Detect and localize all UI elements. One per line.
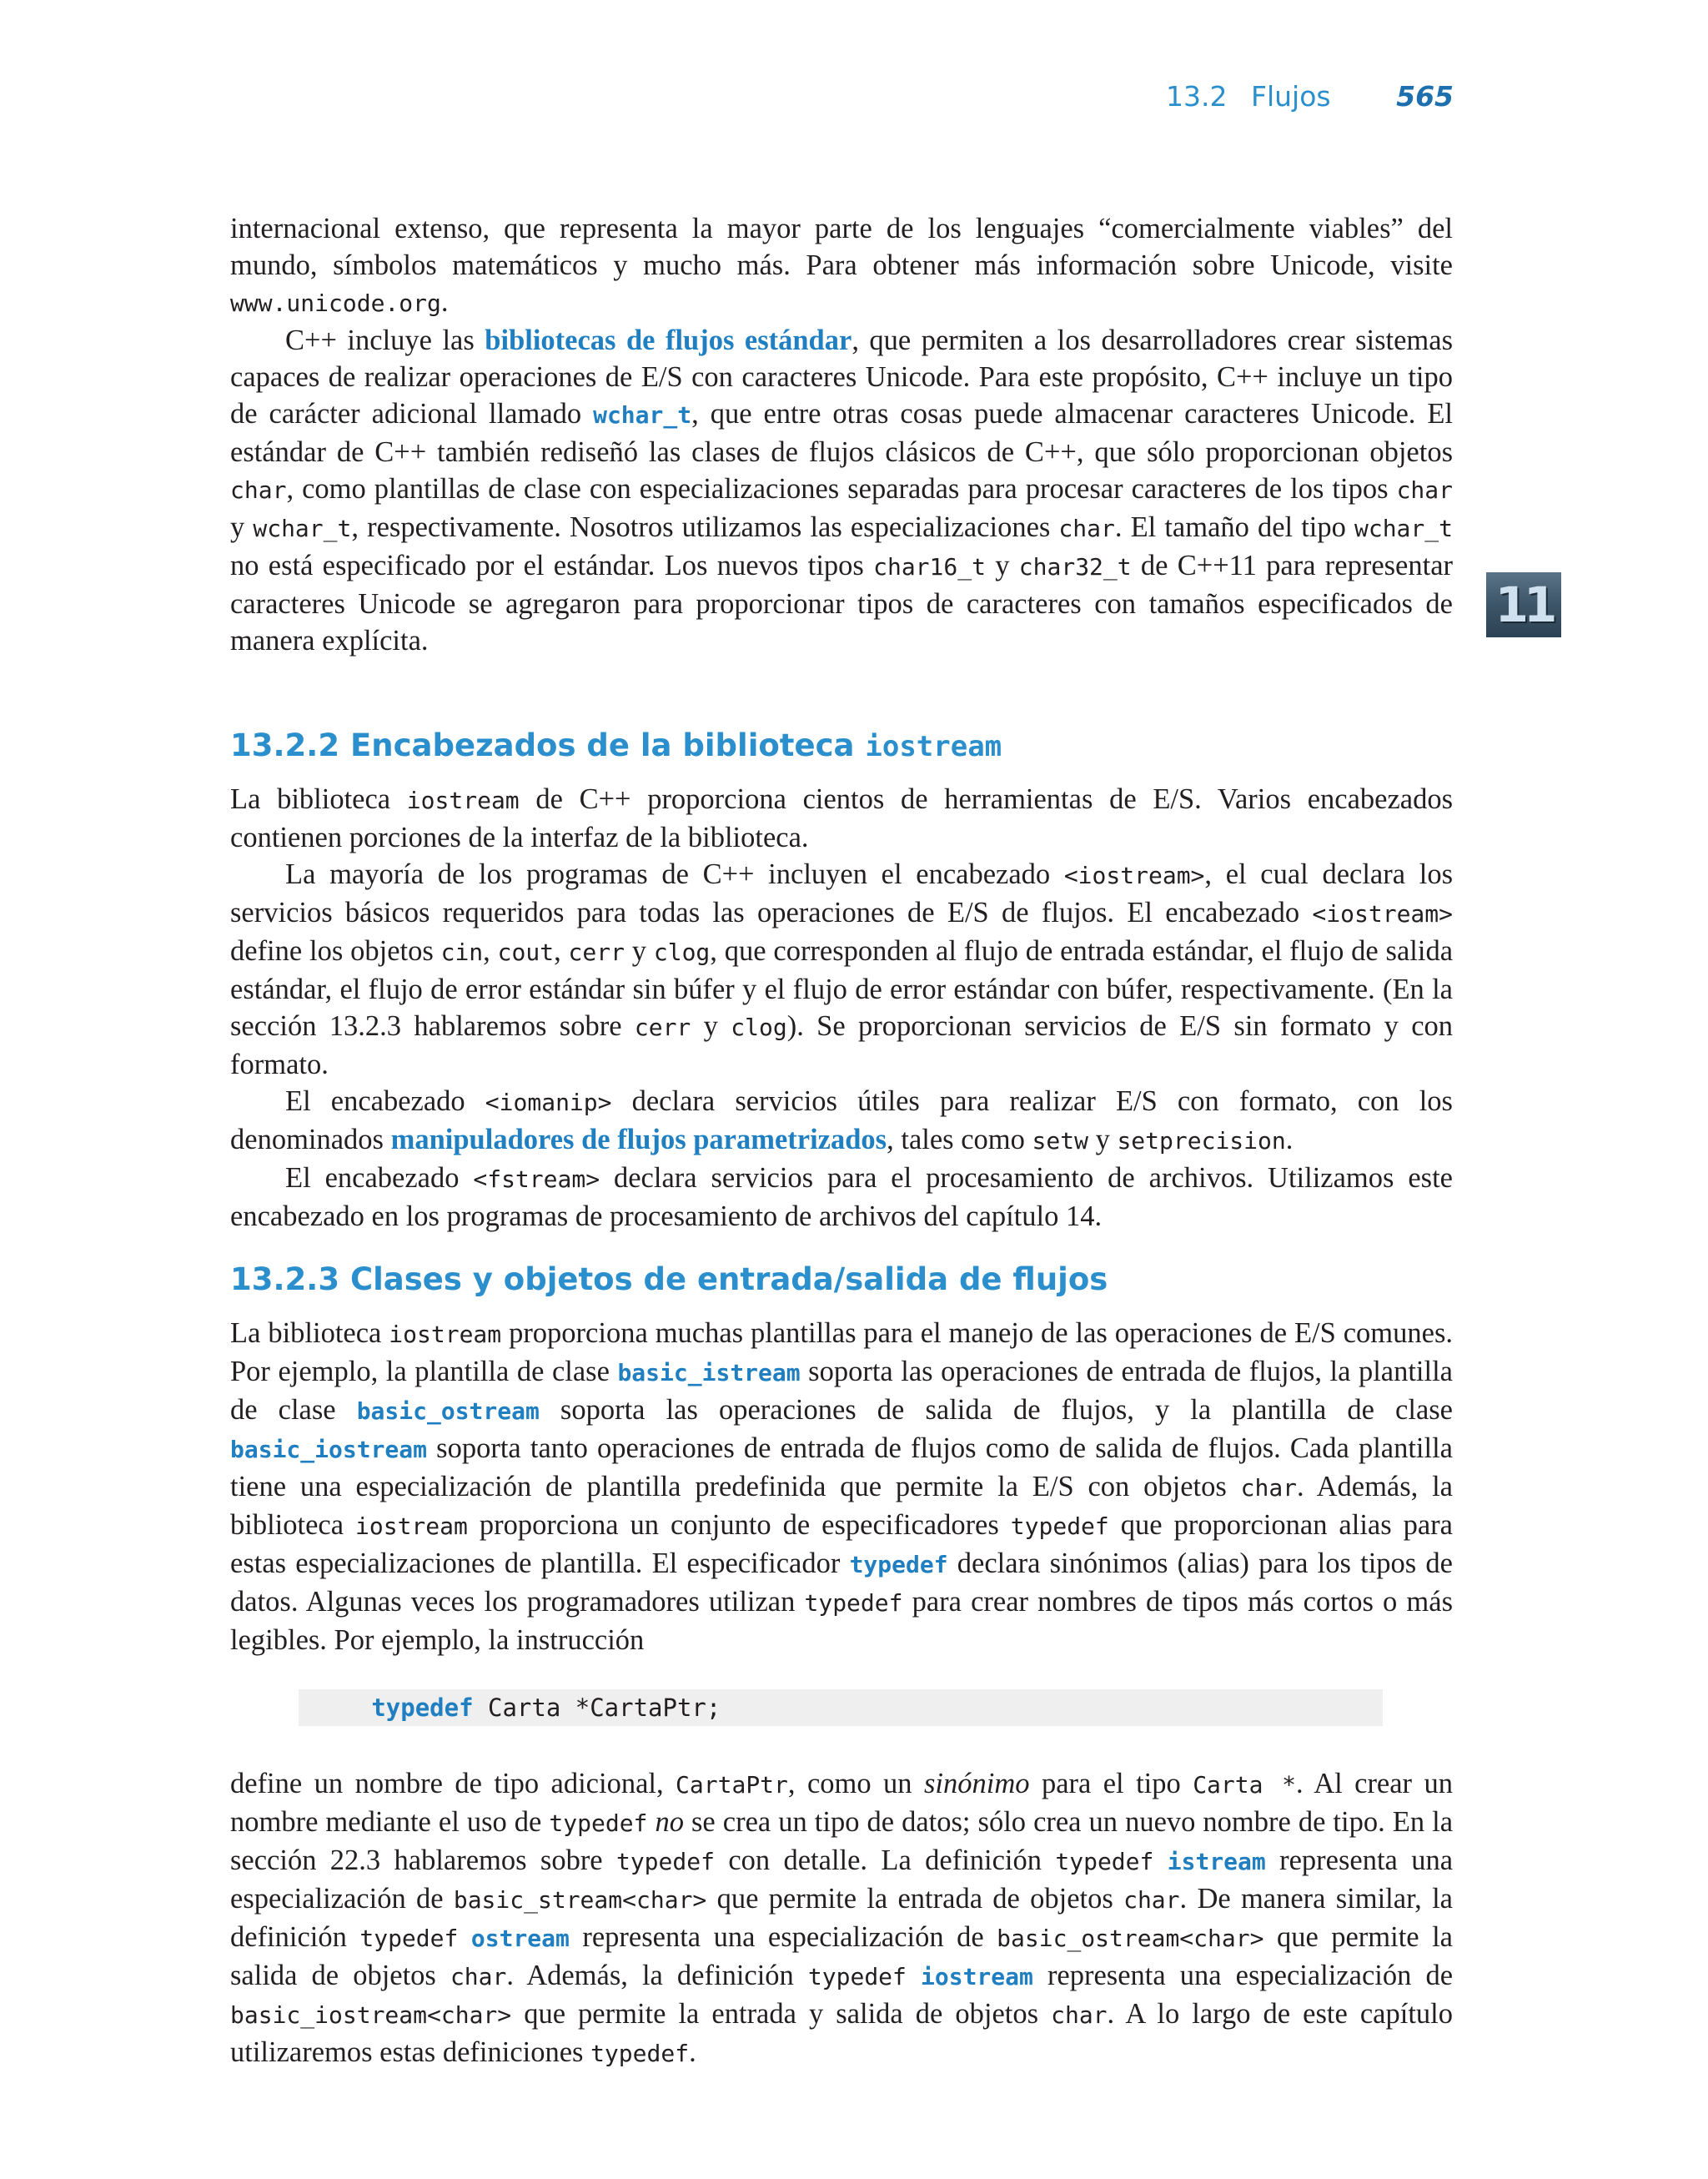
text-run: para el tipo xyxy=(1029,1768,1193,1799)
inline-code: typedef xyxy=(590,2040,690,2067)
inline-code: iostream xyxy=(406,787,520,814)
inline-code: basic_iostream<char> xyxy=(230,2001,512,2029)
key-term: manipuladores de flujos parametrizados xyxy=(390,1124,887,1155)
intro-text xyxy=(230,210,1453,659)
text-run: ). Se proporcionan servicios de E/S sin formato y con formato. xyxy=(230,1010,1454,1080)
code-text: Carta *CartaPtr; xyxy=(473,1693,721,1722)
text-run: . xyxy=(1285,1124,1294,1155)
text-run: , que corresponden al flujo de entrada estándar, el flujo de salida estándar, el flujo de error estándar sin búfer y el flujo de error estándar con búfer, respectivamente. (En la sección 13.2.3 hablaremos sobre xyxy=(230,935,1454,1042)
text-run: y xyxy=(230,511,254,543)
inline-code: char32_t xyxy=(1018,553,1132,581)
text-run: El encabezado xyxy=(285,1162,474,1194)
chapter-section-title: Flujos xyxy=(1250,80,1331,113)
inline-code: basic_ostream<char> xyxy=(997,1925,1264,1952)
text-run: , respectivamente. Nosotros utilizamos las especializaciones xyxy=(351,511,1059,543)
text-run: define un nombre de tipo adicional, xyxy=(230,1768,676,1799)
inline-code: char xyxy=(1051,2001,1108,2029)
inline-code: char xyxy=(1240,1474,1298,1502)
paragraph xyxy=(230,856,1453,1083)
inline-code: setw xyxy=(1032,1127,1088,1155)
text-run: . El tamaño del tipo xyxy=(1114,511,1354,543)
inline-code: typedef xyxy=(359,1925,459,1952)
text-run: , como plantillas de clase con especializaciones separadas para procesar caracteres de los tipos xyxy=(286,473,1397,505)
paragraph xyxy=(230,322,1453,659)
text-run: que proporcionan alias para estas especializaciones de plantilla. El especificador xyxy=(230,1509,1453,1579)
text-run: declara servicios para el procesamiento de archivos. Utilizamos este encabezado en los programas de procesamiento de archivos del capítulo 14. xyxy=(230,1162,1453,1232)
section-number: 13.2 xyxy=(1166,80,1228,113)
inline-code: iostream xyxy=(389,1321,502,1348)
inline-code: clog xyxy=(731,1014,787,1041)
inline-code: <iostream> xyxy=(1063,862,1205,889)
text-run: iostream xyxy=(865,730,1002,763)
text-run: soporta tanto operaciones de entrada de flujos como de salida de flujos. Cada plantilla tiene una especialización de plantilla predefinida que permite la E/S con objetos xyxy=(230,1432,1453,1502)
text-run: . Además, la biblioteca xyxy=(230,1471,1453,1541)
text-run: representa una especialización de xyxy=(569,1921,997,1953)
text-run: , que permiten a los desarrolladores crear sistemas capaces de realizar operaciones de E/S con caracteres Unicode. Para este propósito, C++ incluye un tipo de carácter adicional llamado xyxy=(230,325,1454,430)
text-run: que permite la entrada de objetos xyxy=(706,1883,1124,1915)
text-run xyxy=(1153,1844,1167,1876)
text-run: proporciona un conjunto de especificadores xyxy=(467,1509,1011,1541)
text-run: que permite la salida de objetos xyxy=(230,1921,1453,1991)
text-run: y xyxy=(624,935,654,967)
inline-code: wchar_t xyxy=(1354,515,1453,542)
key-code: basic_istream xyxy=(617,1359,801,1386)
text-run: , xyxy=(483,935,498,967)
key-code: basic_iostream xyxy=(230,1436,428,1463)
section-heading-13-2-3: 13.2.3 Clases y objetos de entrada/salida de flujos xyxy=(230,1261,1108,1297)
inline-code: Carta * xyxy=(1193,1771,1297,1799)
text-run: de C++ proporciona cientos de herramientas de E/S. Varios encabezados contienen porciones de la interfaz de la biblioteca. xyxy=(230,783,1453,853)
text-run xyxy=(458,1921,471,1953)
text-run: C++ incluye las xyxy=(285,325,485,356)
inline-code: cerr xyxy=(568,939,625,966)
text-run: declara servicios útiles para realizar E/S con formato, con los denominados xyxy=(230,1085,1453,1155)
text-run: sinónimo xyxy=(923,1768,1030,1799)
key-code: istream xyxy=(1167,1848,1266,1875)
text-run: no está especificado por el estándar. Los nuevos tipos xyxy=(230,550,874,581)
inline-code: char xyxy=(450,1963,507,1990)
code-keyword: typedef xyxy=(371,1693,474,1722)
text-run: proporciona muchas plantillas para el manejo de las operaciones de E/S comunes. Por ejemplo, la plantilla de clase xyxy=(230,1317,1453,1387)
text-run: y xyxy=(985,550,1019,581)
section-13-2-3-text xyxy=(230,1315,1453,1658)
key-code: ostream xyxy=(470,1925,570,1952)
text-run: de C++11 para representar caracteres Unicode se agregaron para proporcionar tipos de caracteres con tamaños especificados de manera explícita. xyxy=(230,550,1454,657)
key-term: bibliotecas de flujos estándar xyxy=(485,325,852,356)
text-run: que permite la entrada y salida de objetos xyxy=(511,1998,1052,2030)
inline-code: CartaPtr xyxy=(676,1771,788,1799)
paragraph xyxy=(230,210,1453,322)
inline-code: char xyxy=(230,476,287,504)
inline-code: cin xyxy=(440,939,484,966)
text-run: 13.2.2 Encabezados de la biblioteca xyxy=(230,727,866,763)
inline-code: char xyxy=(1396,476,1453,504)
inline-code: <fstream> xyxy=(473,1165,600,1193)
text-run: para crear nombres de tipos más cortos o más legibles. Por ejemplo, la instrucción xyxy=(230,1586,1453,1656)
text-run: . A lo largo de este capítulo utilizaremos estas definiciones xyxy=(230,1998,1453,2068)
inline-code: wchar_t xyxy=(253,515,352,542)
inline-code: typedef xyxy=(807,1963,907,1990)
text-run: no xyxy=(655,1806,684,1838)
section-heading-13-2-2 xyxy=(230,727,1002,763)
inline-code: iostream xyxy=(355,1512,468,1540)
text-run: . De manera similar, la definición xyxy=(230,1883,1453,1953)
text-run: representa una especialización de xyxy=(230,1844,1454,1915)
text-run: soporta las operaciones de salida de flujos, y la plantilla de clase xyxy=(539,1394,1453,1426)
text-run: El encabezado xyxy=(285,1085,485,1117)
text-run: , el cual declara los servicios básicos requeridos para todas las operaciones de E/S de flujos. El encabezado xyxy=(230,858,1453,928)
text-run: , tales como xyxy=(887,1124,1032,1155)
text-run: La biblioteca xyxy=(230,783,407,815)
inline-code: char xyxy=(1123,1886,1180,1914)
text-run: declara sinónimos (alias) para los tipos de datos. Algunas veces los programadores utilizan xyxy=(230,1547,1453,1618)
inline-code: <iostream> xyxy=(1312,900,1453,928)
inline-code: typedef xyxy=(615,1848,715,1875)
key-code: basic_ostream xyxy=(356,1397,540,1425)
text-run: , xyxy=(554,935,569,967)
text-run: La biblioteca xyxy=(230,1317,389,1349)
text-run: soporta las operaciones de entrada de flujos, la plantilla de clase xyxy=(230,1356,1453,1426)
inline-code: typedef xyxy=(549,1809,648,1837)
inline-code: cerr xyxy=(634,1014,691,1041)
text-run: . Al crear un nombre mediante el uso de xyxy=(230,1768,1453,1838)
inline-code: <iomanip> xyxy=(485,1089,612,1116)
text-run xyxy=(907,1960,921,1991)
text-run: La mayoría de los programas de C++ incluyen el encabezado xyxy=(285,858,1064,890)
inline-code: cout xyxy=(497,939,555,966)
key-code: wchar_t xyxy=(593,401,692,429)
text-run: se crea un tipo de datos; sólo crea un nuevo nombre de tipo. En la sección 22.3 hablaremos sobre xyxy=(230,1806,1454,1876)
code-sample xyxy=(299,1689,1383,1726)
paragraph xyxy=(230,1160,1453,1235)
text-run: , como un xyxy=(787,1768,924,1799)
paragraph xyxy=(230,781,1453,856)
inline-code: basic_stream<char> xyxy=(453,1886,707,1914)
running-head xyxy=(1166,80,1454,113)
text-run: internacional extenso, que representa la mayor parte de los lenguajes “comercialmente viables” del mundo, símbolos matemáticos y mucho más. Para obtener más información sobre Unicode, visite xyxy=(230,213,1453,281)
text-run: y xyxy=(1088,1124,1118,1155)
inline-code: char xyxy=(1058,515,1115,542)
section-13-2-2-text xyxy=(230,781,1453,1235)
paragraph xyxy=(230,1765,1453,2072)
key-code: typedef xyxy=(849,1551,948,1578)
inline-code: clog xyxy=(653,939,711,966)
chapter-tab: 11 xyxy=(1486,572,1561,637)
inline-code: typedef xyxy=(804,1589,903,1617)
text-run: , que entre otras cosas puede almacenar caracteres Unicode. El estándar de C++ también rediseñó las clases de flujos clásicos de C++, que sólo proporcionan objetos xyxy=(230,398,1453,468)
inline-code: typedef xyxy=(1055,1848,1154,1875)
key-code: iostream xyxy=(921,1963,1033,1990)
inline-code: char16_t xyxy=(873,553,986,581)
text-run: con detalle. La definición xyxy=(714,1844,1056,1876)
text-run: define los objetos xyxy=(230,935,441,967)
url-link: www.unicode.org xyxy=(230,289,441,317)
text-run: . xyxy=(440,286,449,318)
text-run: . xyxy=(689,2036,696,2068)
text-run: representa una especialización de xyxy=(1032,1960,1454,1991)
text-run: y xyxy=(691,1010,731,1042)
inline-code: typedef xyxy=(1010,1512,1109,1540)
inline-code: setprecision xyxy=(1117,1127,1286,1155)
text-run: . Además, la definición xyxy=(506,1960,808,1991)
section-13-2-3-text-continued xyxy=(230,1765,1453,2072)
page-number: 565 xyxy=(1396,80,1454,113)
paragraph xyxy=(230,1083,1453,1160)
paragraph xyxy=(230,1315,1453,1658)
